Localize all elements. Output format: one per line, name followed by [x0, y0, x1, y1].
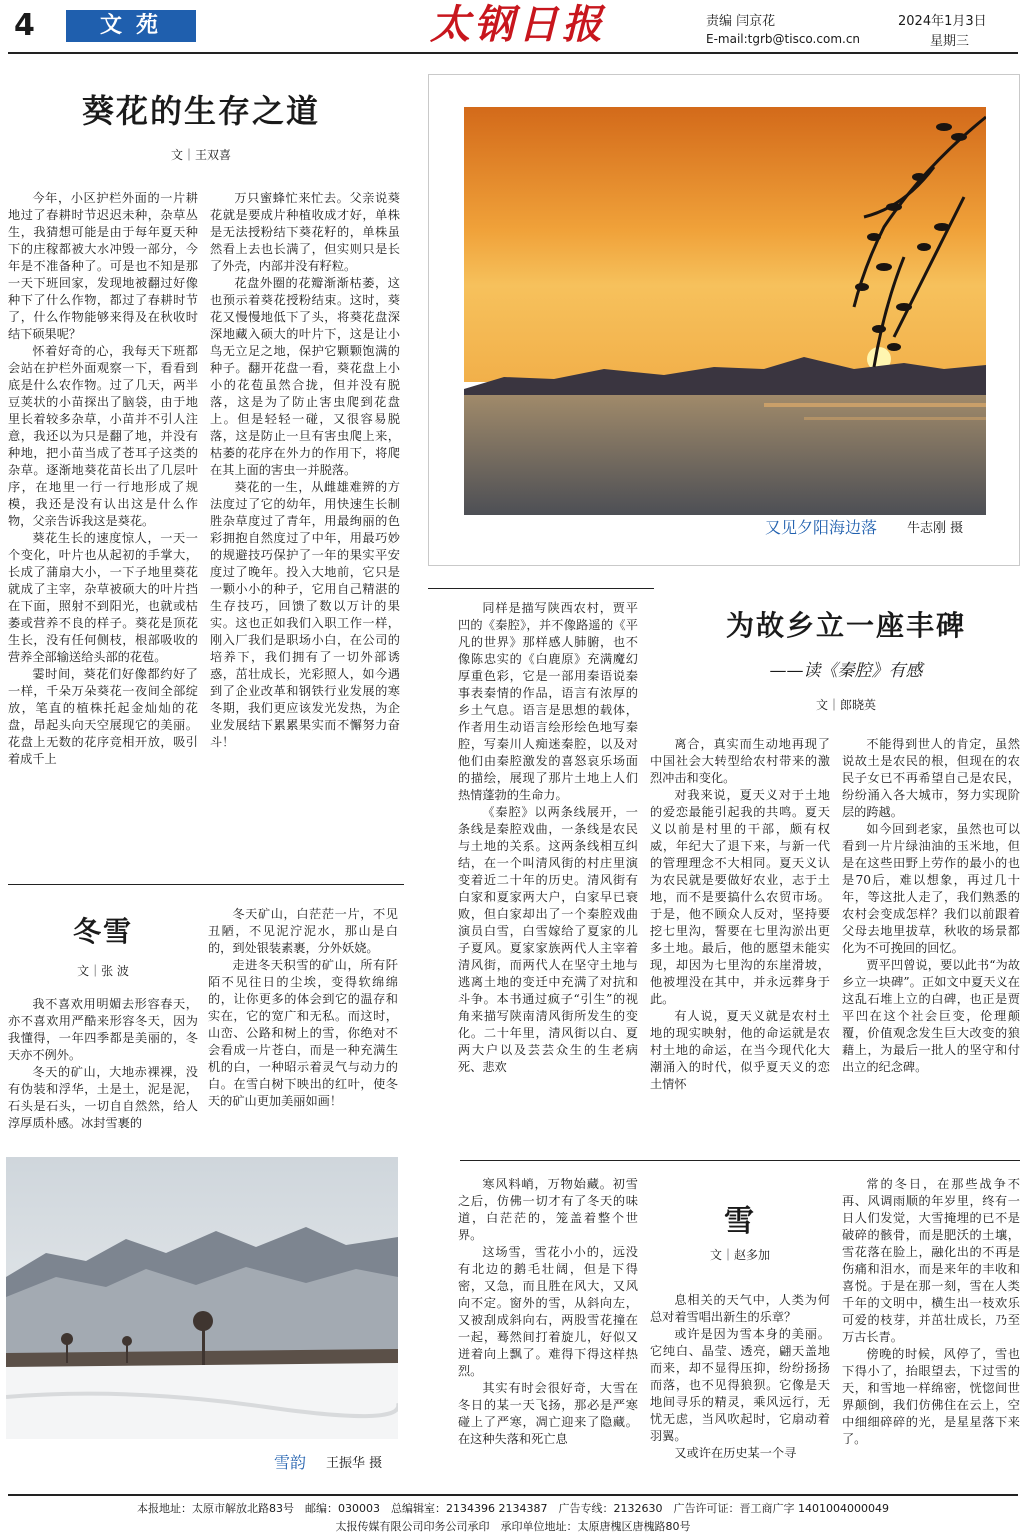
paragraph: 对我来说，夏天义对于土地的爱恋最能引起我的共鸣。夏天义以前是村里的干部，颇有权威，年纪大了退下来，与新一代的管理理念不大相同。夏天义认为农民就是要做好农业，志于土地，而不是要搞什么农贸市场。于是，他不顾众人反对，坚持要挖七里沟，誓要在七里沟淤出更多土地。最后，他的愿望未能实现，却因为七里沟的东崖滑坡，他被埋没在其中，并永远葬身于此。: [650, 788, 830, 1006]
paragraph: 我不喜欢用明媚去形容春天，亦不喜欢用严酷来形容冬天，因为我懂得，一年四季都是美丽的，冬天亦不例外。: [8, 997, 198, 1062]
article1-byline: 文｜王双喜: [170, 148, 231, 162]
issue-date: 2024年1月3日: [898, 14, 987, 29]
paragraph: 傍晚的时候，风停了，雪也下得小了，抬眼望去，下过雪的天，和雪地一样绵密，恍惚间世界颠倒，我们仿佛住在云上，空中细细碎碎的光，是星星落下来了。: [842, 1347, 1020, 1446]
article1-col2: [210, 190, 400, 882]
snow-photo: [6, 1157, 398, 1439]
paragraph: 这场雪，雪花小小的，远没有北边的鹅毛壮阔，但是下得密，又急，而且胜在风大，又风向不定。窗外的雪，从斜向左，又被刮成斜向右，两股雪花撞在一起，蓦然间打着旋儿，好似又迸着向上飘了。难得下得这样热烈。: [458, 1245, 638, 1378]
footer-address: 本报地址：太原市解放北路83号 邮编：030003 总编辑室：2134396 2134387 广告专线：2132630 广告许可证：晋工商广字 1401004000049: [137, 1502, 889, 1515]
article3-byline: 文｜郎晓英: [815, 698, 876, 712]
page-number: 4: [14, 8, 35, 43]
footer-printer: 太报传媒有限公司印务公司承印 承印单位地址：太原唐槐区唐槐路80号: [335, 1520, 691, 1533]
paragraph: 常的冬日，在那些战争不再、风调雨顺的年岁里，终有一日人们发觉，大雪掩埋的已不是破碎的骸骨，而是肥沃的土壤，雪花落在脸上，融化出的不再是伤痛和泪水，而是来年的丰收和喜悦。于是在那一刻，雪在人类千年的文明中，横生出一枝欢乐可爱的枝芽，并茁壮成长，乃至万古长青。: [842, 1177, 1020, 1344]
paragraph: 息相关的天气中，人类为何总对着雪唱出新生的乐章？: [650, 1293, 830, 1324]
article4-col2: [650, 1292, 830, 1488]
paragraph: 不能得到世人的肯定，虽然说故土是农民的根，但现在的农民子女已不再希望自己是农民，纷纷涌入各大城市，努力实现阶层的跨越。: [842, 737, 1020, 819]
paragraph: 离合，真实而生动地再现了中国社会大转型给农村带来的激烈冲击和变化。: [650, 737, 830, 785]
article3-col2: [650, 736, 830, 1148]
article2-col1: [8, 996, 198, 1140]
article3-title: 为故乡立一座丰碑: [725, 609, 966, 642]
photo2-caption: 雪韵: [274, 1453, 307, 1472]
paragraph: 冬天的矿山，大地赤裸裸，没有伪装和浮华，土是土，泥是泥，石头是石头，一切自自然然，给人淳厚质朴感。冰封雪裹的: [8, 1065, 198, 1130]
article2-byline: 文｜张 波: [77, 964, 129, 978]
paragraph: 寒风料峭，万物始藏。初雪之后，仿佛一切才有了冬天的味道，白茫茫的，笼盖着整个世界。: [458, 1177, 638, 1242]
paragraph: 万只蜜蜂忙来忙去。父亲说葵花就是要成片种植收成才好，单株是无法授粉结下葵花籽的，单株虽然看上去也长满了，但实则只是长了外壳，内部并没有籽粒。: [210, 191, 400, 273]
paragraph: 葵花生长的速度惊人，一天一个变化，叶片也从起初的手掌大，长成了蒲扇大小，一下子地里葵花就成了主宰，杂草被硕大的叶片挡在下面，照射不到阳光，也就或枯萎或营养不良的样子。葵花是顶花生长，没有任何侧枝，根部吸收的营养全部输送给头部的花苞。: [8, 531, 198, 664]
article3-col1: [458, 600, 638, 1148]
photo2-credit: 王振华 摄: [326, 1456, 383, 1471]
paragraph: 有人说，夏天义就是农村土地的现实映射，他的命运就是农村土地的命运，在当今现代化大潮涌入的时代，似乎夏天义的恋土情怀: [650, 1009, 830, 1091]
section-label: 文苑: [99, 13, 172, 38]
paragraph: 或许是因为雪本身的美丽。它纯白、晶莹、透亮，翩天盖地而来，却不显得压抑，纷纷扬扬而落，也不见得狼狈。它像是天地间寻乐的精灵，乘风远行，无忧无虑，当风吹起时，它扇动着羽翼。: [650, 1327, 830, 1443]
masthead: 太钢日报: [430, 1, 606, 48]
paragraph: 其实有时会很好奇，大雪在冬日的某一天飞扬，那必是严寒碰上了严寒，凋亡迎来了隐藏。在这种失落和死亡息: [458, 1381, 638, 1446]
paragraph: 今年，小区护栏外面的一片耕地过了春耕时节迟迟未种，杂草丛生，我猜想可能是由于每年夏天种下的庄稼都被大水冲毁一部分，今年是不准备种了。可是也不知是那一天下班回家，发现地被翻过好像种下了什么作物，都过了春耕时节了，什么作物能够来得及在秋收时结下硕果呢？: [8, 191, 198, 341]
paragraph: 又或许在历史某一个寻: [674, 1446, 797, 1460]
article1-col1: [8, 190, 198, 882]
section-tag: [66, 10, 196, 42]
paragraph: 同样是描写陕西农村，贾平凹的《秦腔》，并不像路遥的《平凡的世界》那样感人肺腑，也不像陈忠实的《白鹿原》充满魔幻厚重色彩，它是一部用秦语说秦事表秦情的作品，语言有浓厚的乡土气息。语言是思想的载体，作者用生动语言绘形绘色地写秦腔，写秦川人痴迷秦腔，以及对他们由秦腔激发的喜怒哀乐场面的描绘，展现了那片土地上人们热情蓬勃的生命力。: [458, 601, 638, 802]
editor: 责编 闫京花: [706, 14, 776, 29]
paragraph: 《秦腔》以两条线展开，一条线是秦腔戏曲，一条线是农民与土地的关系。这两条线相互纠结，在一个叫清风街的村庄里演变着近二十年的历史。清风街有白家和夏家两大户，白家早已衰败，但白家却出了一个秦腔戏曲演员白雪，白雪嫁给了夏家的儿子夏风。夏家家族两代人主宰着清风街，而两代人在坚守土地与逃离土地的变迁中充满了对抗和斗争。本书通过疯子“引生”的视角来描写陕南清风街所发生的变化。二十年里，清风街以白、夏两大户以及芸芸众生的生老病死、悲欢: [458, 805, 638, 1074]
paragraph: 花盘外圈的花瓣渐渐枯萎，这也预示着葵花授粉结束。这时，葵花又慢慢地低下了头，将葵花盘深深地藏入硕大的叶片下，这是让小鸟无立足之地，保护它颗颗饱满的种子。翻开花盘一看，葵花盘上小小的花苞虽然合拢，但并没有脱落，这是为了防止害虫爬到花盘上。但是轻轻一碰，又很容易脱落，这是防止一旦有害虫爬上来，枯萎的花序在外力的作用下，将爬在其上面的害虫一并脱落。: [210, 276, 400, 477]
photo1-frame: [428, 74, 1020, 566]
photo1-caption: 又见夕阳海边落: [765, 518, 878, 537]
article3-col3: [842, 736, 1020, 1148]
article4-col1: [458, 1176, 638, 1488]
paragraph: 走进冬天积雪的矿山，所有阡陌不见往日的尘埃，变得软绵绵的，让你更多的体会到它的温存和实在，它的宽广和无私。而这时，山峦、公路和树上的雪，你绝对不会看成一片苍白，而是一种充满生机的白，一种昭示着灵气与动力的白。在雪白树下映出的红叶，使冬天的矿山更加美丽如画！: [208, 958, 398, 1108]
header-rule: [8, 52, 1018, 54]
paragraph: 冬天矿山，白茫茫一片，不见丑陋，不见泥泞泥水，那山是白的，到处银装素裹，分外妖娆。: [208, 907, 398, 955]
footer-rule: [8, 1494, 1018, 1496]
photo1-credit: 牛志刚 摄: [907, 521, 964, 536]
divider: [8, 884, 404, 885]
paragraph: 葵花的一生，从雌雄难辨的方法度过了它的幼年，用快速生长制胜杂草度过了青年，用最绚丽的色彩拥抱自然度过了中年，用最巧妙的规避技巧保护了一年的果实平安度过了晚年。投入大地前，它只是一颗小小的种子，它用自己精湛的生存技巧，回馈了数以万计的果实。这也正如我们入职工作一样，刚入厂我们是职场小白，在公司的培养下，我们拥有了一切外部诱惑，茁壮成长，光彩照人，如今遇到了企业改革和钢铁行业发展的寒冬期，我们更应该发光发热，为企业发展结下累累果实而不懈努力奋斗！: [210, 480, 400, 749]
article4-col3: [842, 1176, 1020, 1488]
article3-subtitle: ——读《秦腔》有感: [769, 661, 923, 681]
paragraph: 如今回到老家，虽然也可以看到一片片绿油油的玉米地，但是在这些田野上劳作的最小的也是70后，难以想象，再过几十年，等这批人走了，我们熟悉的农村会变成怎样？我们以前跟着父母去地里拔草，秋收的场景都化为不可挽回的回忆。: [842, 822, 1020, 955]
divider: [460, 1160, 1020, 1161]
article4-title: 雪: [724, 1204, 756, 1239]
divider: [428, 588, 654, 589]
article1-title: 葵花的生存之道: [81, 92, 320, 130]
article4-byline: 文｜赵多加: [709, 1248, 770, 1262]
paragraph: 贾平凹曾说，要以此书“为故乡立一块碑”。正如文中夏天义在这乱石堆上立的白碑，也正是贾平凹在这个社会巨变，伦理颠覆，价值观念发生巨大改变的狼藉上，为最后一批人的坚守和付出立的纪念碑。: [842, 958, 1020, 1074]
weekday: 星期三: [930, 34, 970, 49]
sunset-photo: [464, 107, 986, 515]
email: E-mail:tgrb@tisco.com.cn: [706, 32, 861, 46]
paragraph: 霎时间，葵花们好像都约好了一样，千朵万朵葵花一夜间全部绽放，笔直的植株托起金灿灿的花盘，昂起头向天空展现它的美丽。花盘上无数的花序竞相开放，吸引着成千上: [8, 667, 198, 766]
paragraph: 怀着好奇的心，我每天下班都会站在护栏外面观察一下，看看到底是什么农作物。过了几天，两半豆荚状的小苗探出了脑袋，由于地里长着较多杂草，小苗并不引人注意，我还以为只是翻了地，并没有种地，把小苗当成了苍耳子这类的杂草。逐渐地葵花苗长出了几层叶序，在地里一行一行地形成了规模，我还是没有认出这是什么作物，父亲告诉我这是葵花。: [8, 344, 198, 528]
article2-title: 冬雪: [72, 915, 133, 948]
article2-col2: [208, 906, 398, 1142]
